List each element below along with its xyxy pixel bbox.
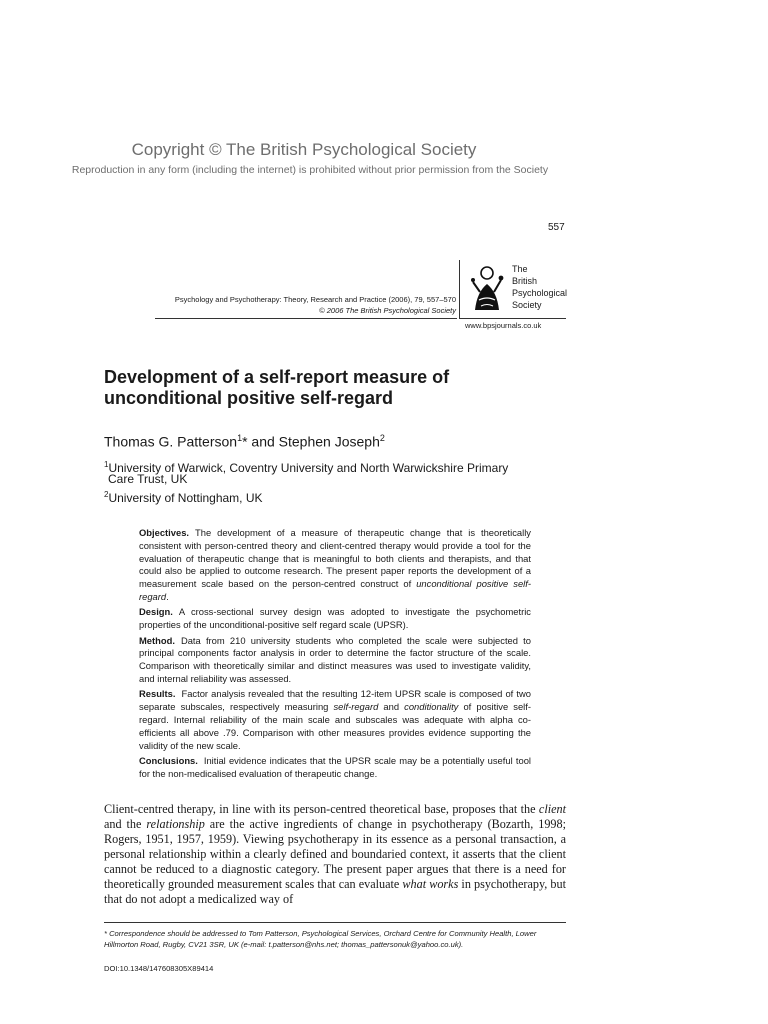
bps-logo-icon — [467, 262, 507, 314]
abstract-heading: Method. — [139, 634, 175, 646]
affiliation — [104, 487, 263, 506]
abstract-text: Factor analysis revealed that the resulting 12-item UPSR scale is composed of two separate subscales, respectively measuring — [139, 688, 531, 713]
body-text: and the — [104, 817, 147, 831]
abstract-results — [139, 688, 531, 752]
footnote-line: Hillmorton Road, Rugby, CV21 3SR, UK (e-mail: t.patterson@nhs.net; thomas_pattersonuk@yahoo.co.uk). — [104, 940, 464, 949]
affiliation-number: 1 — [104, 460, 109, 469]
author-name: Stephen Joseph — [278, 433, 380, 450]
body-text: in psychotherapy, but that do not adopt a medicalized way of — [104, 877, 566, 906]
copyright-notice: Copyright © The British Psychological Society — [131, 140, 477, 159]
abstract-design — [139, 606, 531, 632]
abstract-heading: Design. — [139, 606, 173, 618]
affiliation-text: University of Nottingham, UK — [108, 491, 263, 505]
abstract-text: A cross-sectional survey design was adopted to investigate the psychometric properties of the unconditional-positive self regard scale (UPSR). — [139, 606, 531, 631]
publisher-name-line: British — [512, 276, 538, 286]
body-emphasis: client — [538, 802, 566, 816]
body-emphasis: what works — [402, 877, 459, 891]
body-emphasis: relationship — [146, 817, 205, 831]
body-paragraph — [104, 802, 566, 907]
publisher-name — [512, 263, 567, 311]
publisher-name-line: Psychological — [512, 288, 568, 298]
abstract — [139, 527, 531, 783]
abstract-text: of positive self-regard. Internal reliability of the main scale and subscales was adequate with alpha co-efficients all above .79. Comparison with other measures provides evidence supporting the validity of the new scale. — [139, 701, 531, 751]
affiliation-marker: 1 — [237, 433, 243, 443]
affiliation-continued: Care Trust, UK — [108, 472, 188, 486]
title-line: unconditional positive self-regard — [104, 388, 394, 408]
journal-citation: Psychology and Psychotherapy: Theory, Research and Practice (2006), 79, 557–570 — [174, 295, 456, 304]
author-conjunction: and — [247, 433, 279, 450]
footnote-rule — [104, 922, 566, 923]
author-list — [104, 433, 385, 450]
author-name: Thomas G. Patterson — [104, 433, 238, 450]
affiliation-number: 2 — [104, 490, 109, 499]
page-number: 557 — [548, 222, 565, 233]
publisher-name-line: Society — [512, 300, 542, 310]
reproduction-notice: Reproduction in any form (including the internet) is prohibited without prior permission from the Society — [71, 164, 549, 176]
abstract-heading: Results. — [139, 688, 176, 700]
abstract-emphasis: unconditional positive self-regard — [139, 578, 531, 602]
abstract-text: The development of a measure of therapeutic change that is theoretically consistent with person-centred theory and client-centred therapy would provide a tool for the evaluation of therapeutic change that is meaningful to both clients and therapists, and that could also be applied to outcome research. The present paper reports the development of a measurement scale based on the person-centred construct of — [139, 527, 531, 590]
header-rule — [155, 318, 457, 319]
abstract-text: Initial evidence indicates that the UPSR scale may be a potentially useful tool for the non-medicalised evaluation of therapeutic change. — [139, 754, 531, 779]
body-text: are the active ingredients of change in psychotherapy (Bozarth, 1998; Rogers, 1951, 1957, 1959). Viewing psychotherapy in its essence as a personal transaction, a personal relationship within a clearly defined and boundaried context, it asserts that the client cannot be reduced to a diagnostic category. The present paper argues that there is a need for theoretically grounded measurement scales that can evaluate — [104, 817, 566, 891]
abstract-emphasis: self-regard — [333, 701, 379, 713]
correspondence-footnote — [104, 928, 570, 950]
affiliation-marker: 2 — [379, 433, 385, 443]
journal-copyright: © 2006 The British Psychological Society — [319, 306, 456, 315]
affiliation-text: University of Warwick, Coventry University and North Warwickshire Primary — [108, 461, 509, 475]
footnote-line: * Correspondence should be addressed to Tom Patterson, Psychological Services, Orchard Centre for Community Health, Lower — [104, 929, 537, 938]
abstract-text: Data from 210 university students who completed the scale were subjected to principal components factor analysis in order to determine the factor structure of the scale. Comparison with theoretically similar and distinct measures was used to investigate validity, and internal reliability was assessed. — [139, 634, 531, 684]
abstract-text: . — [166, 590, 169, 602]
abstract-method — [139, 635, 531, 686]
abstract-emphasis: conditionality — [404, 701, 459, 713]
body-text: Client-centred therapy, in line with its person-centred theoretical base, proposes that the — [104, 802, 539, 816]
publisher-url[interactable]: www.bpsjournals.co.uk — [465, 321, 542, 330]
abstract-conclusions — [139, 755, 531, 781]
doi[interactable]: DOI:10.1348/147608305X89414 — [104, 964, 214, 973]
abstract-heading: Conclusions. — [139, 754, 198, 766]
logo-divider — [459, 260, 460, 319]
abstract-text: and — [378, 701, 405, 713]
title-line: Development of a self-report measure of — [104, 367, 450, 387]
abstract-heading: Objectives. — [139, 527, 190, 538]
correspondence-marker: * — [242, 433, 248, 450]
abstract-objectives — [139, 527, 531, 604]
article-title — [104, 367, 574, 409]
publisher-name-line: The — [512, 264, 528, 274]
logo-rule — [459, 318, 566, 319]
